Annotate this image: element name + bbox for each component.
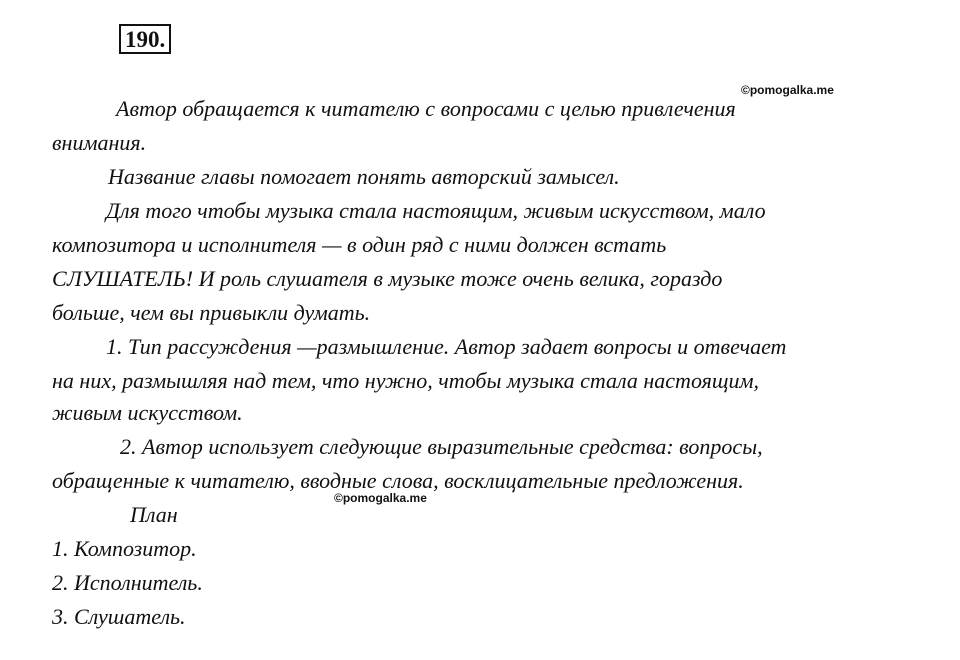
paragraph-line: композитора и исполнителя — в один ряд с ними должен встать [52,232,667,257]
paragraph-line: СЛУШАТЕЛЬ! И роль слушателя в музыке тоже очень велика, гораздо [52,266,723,291]
paragraph-line: 2. Автор использует следующие выразительные средства: вопросы, [120,434,763,459]
exercise-number: 190. [119,24,171,54]
plan-item: 2. Исполнитель. [52,570,203,595]
paragraph-line: больше, чем вы привыкли думать. [52,300,371,325]
paragraph-line: живым искусством. [52,400,243,425]
paragraph-line: Автор обращается к читателю с вопросами с целью привлечения [116,96,736,121]
plan-item: 1. Композитор. [52,536,197,561]
paragraph-line: внимания. [52,130,147,155]
paragraph-line: Название главы помогает понять авторский замысел. [108,164,620,189]
watermark: ©pomogalka.me [334,491,427,505]
paragraph-line: обращенные к читателю, вводные слова, восклицательные предложения. [52,468,744,493]
paragraph-line: на них, размышляя над тем, что нужно, чтобы музыка стала настоящим, [52,368,760,393]
paragraph-line: 1. Тип рассуждения —размышление. Автор задает вопросы и отвечает [106,334,787,359]
plan-item: 3. Слушатель. [52,604,186,629]
plan-heading: План [130,502,178,527]
watermark: ©pomogalka.me [741,83,834,97]
paragraph-line: Для того чтобы музыка стала настоящим, живым искусством, мало [106,198,766,223]
